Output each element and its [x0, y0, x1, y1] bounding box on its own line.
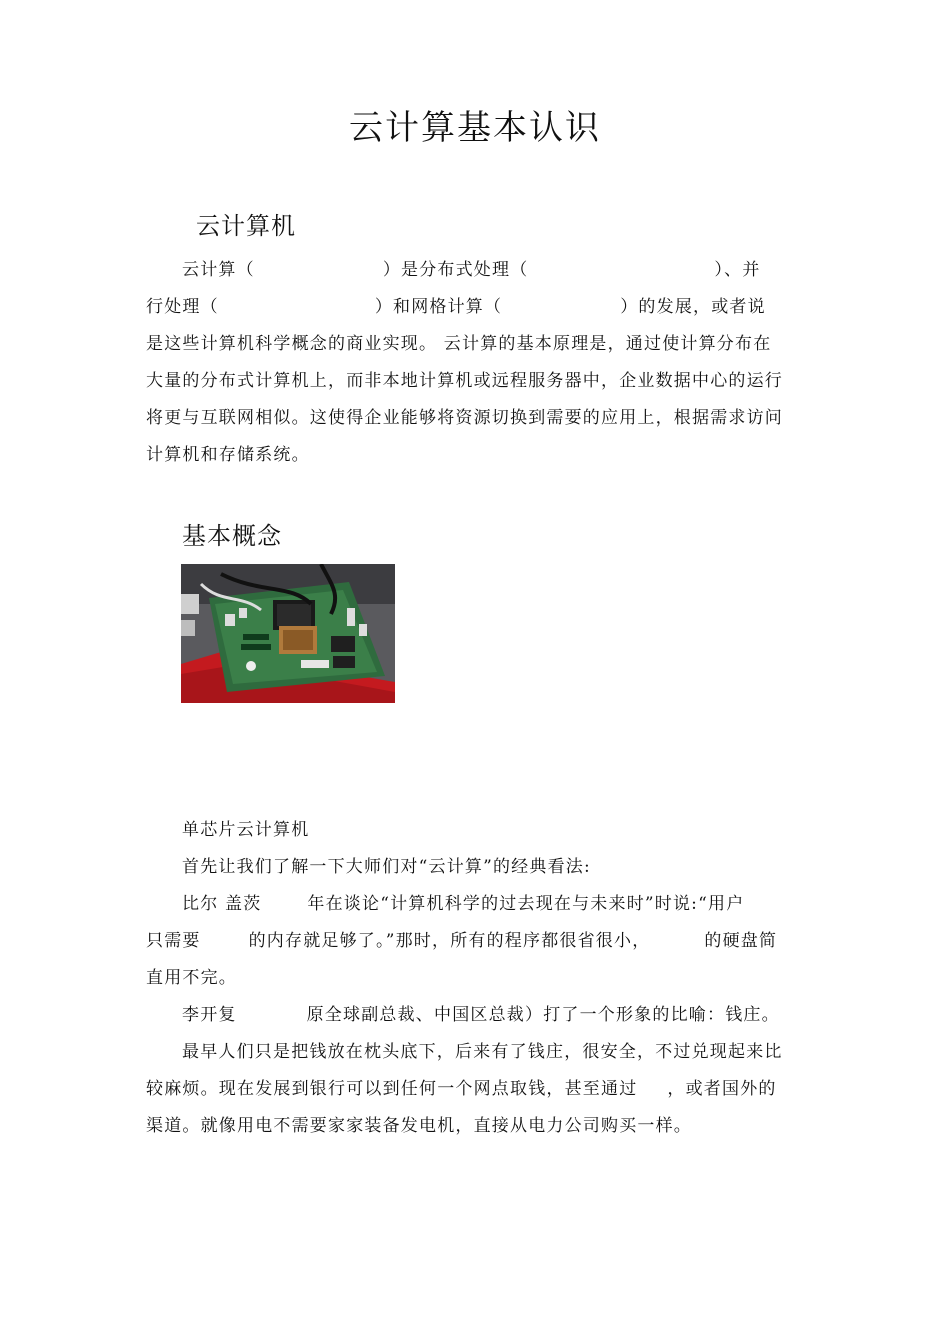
text-run: 李开复 — [182, 1005, 237, 1025]
text-run: 的硬盘简 — [704, 931, 778, 951]
text-run: ）是分布式处理（ — [382, 260, 529, 280]
text-line — [146, 289, 806, 326]
text-run: 较麻烦。现在发展到银行可以到任何一个网点取钱，甚至通过 — [146, 1079, 638, 1099]
paragraph-expert-views — [146, 812, 806, 1145]
text-line: 将更与互联网相似。这使得企业能够将资源切换到需要的应用上，根据需求访问 — [146, 408, 783, 428]
document-title: 云计算基本认识 — [349, 108, 601, 148]
text-run: ）的发展，或者说 — [620, 297, 766, 317]
section-heading-basic-concepts: 基本概念 — [182, 522, 282, 550]
circuit-board-image — [181, 564, 395, 703]
text-line: 计算机和存储系统。 — [146, 445, 310, 465]
text-run: 的内存就足够了。”那时，所有的程序都很省很小， — [248, 931, 651, 951]
image-caption: 单芯片云计算机 — [182, 820, 310, 840]
text-line — [146, 997, 806, 1034]
text-line: 是这些计算机科学概念的商业实现。 云计算的基本原理是，通过使计算分布在 — [146, 334, 772, 354]
text-run: 只需要 — [146, 931, 201, 951]
text-run: 行处理（ — [146, 297, 219, 317]
paragraph-definition — [146, 252, 806, 474]
circuit-board-photo — [181, 564, 395, 703]
text-line: 首先让我们了解一下大师们对“云计算”的经典看法: — [182, 857, 591, 877]
text-run: ，或者国外的 — [667, 1079, 777, 1099]
text-line: 大量的分布式计算机上，而非本地计算机或远程服务器中，企业数据中心的运行 — [146, 371, 783, 391]
text-line — [146, 252, 806, 289]
text-run: ）和网格计算（ — [374, 297, 503, 317]
text-line — [146, 886, 806, 923]
section-heading-cloud-computer: 云计算机 — [196, 212, 296, 240]
text-run: 比尔 盖茨 — [182, 894, 262, 914]
text-line: 最早人们只是把钱放在枕头底下，后来有了钱庄，很安全，不过兑现起来比 — [182, 1042, 783, 1062]
text-run: ）、并 — [714, 260, 761, 280]
text-run: 云计算（ — [182, 260, 255, 280]
text-line: 直用不完。 — [146, 968, 237, 988]
text-line: 渠道。就像用电不需要家家装备发电机，直接从电力公司购买一样。 — [146, 1116, 692, 1136]
text-run: 原全球副总裁、中国区总裁）打了一个形象的比喻：钱庄。 — [306, 1005, 780, 1025]
text-run: 年在谈论“计算机科学的过去现在与未来时”时说:“用户 — [307, 894, 745, 914]
text-line — [146, 1071, 806, 1108]
text-line — [146, 923, 806, 960]
